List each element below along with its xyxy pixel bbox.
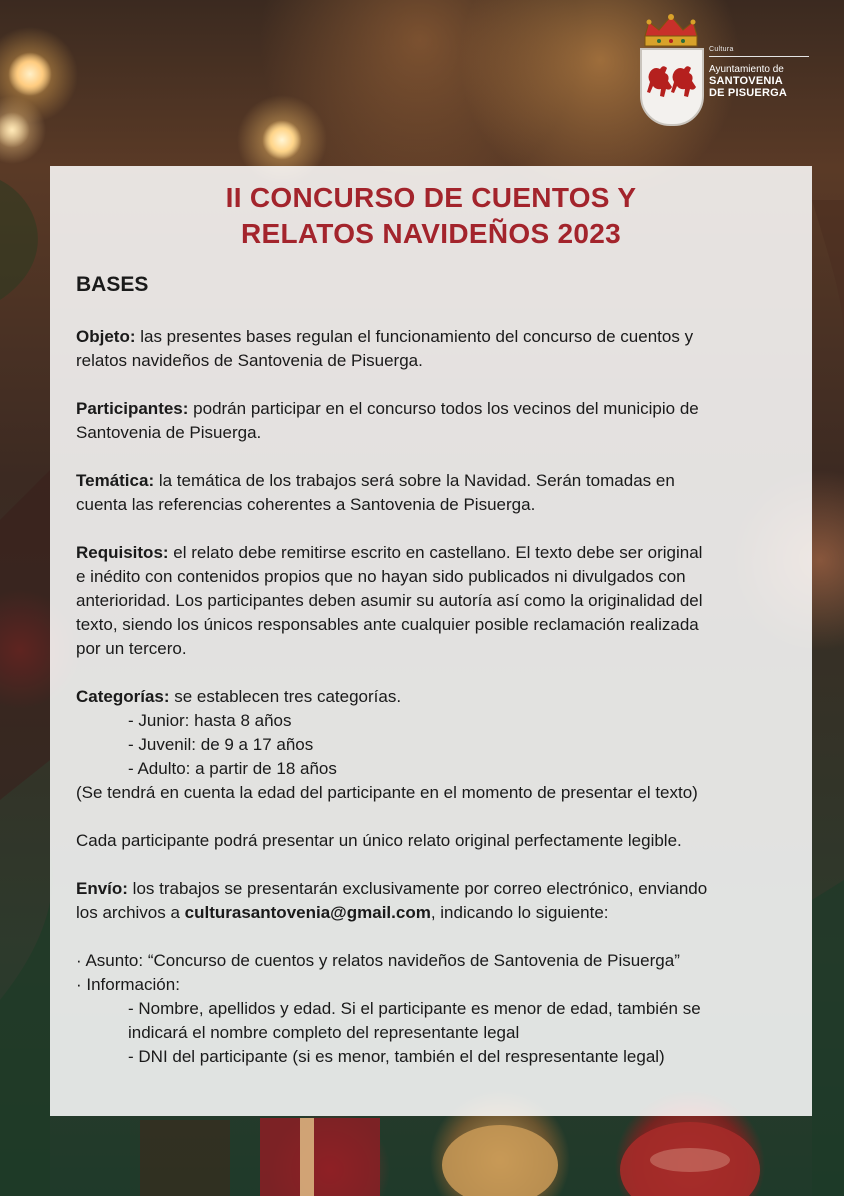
rule-tematica [76, 469, 786, 517]
lion-icon [642, 50, 702, 124]
rule-objeto [76, 325, 786, 373]
rule-text: anterioridad. Los participantes deben asumir su autoría así como la originalidad del [76, 591, 703, 610]
municipal-logo [637, 14, 817, 139]
light-bokeh [8, 52, 52, 96]
rules-panel [50, 166, 812, 1116]
title-line-2: RELATOS NAVIDEÑOS 2023 [240, 218, 622, 249]
rule-unico-relato: Cada participante podrá presentar un único relato original perfectamente legible. [76, 831, 682, 850]
logo-town-line1: SANTOVENIA [709, 75, 783, 87]
info-item: - Nombre, apellidos y edad. Si el participante es menor de edad, también se [128, 999, 701, 1018]
rule-text: Santovenia de Pisuerga. [76, 423, 262, 442]
rule-text: por un tercero. [76, 639, 187, 658]
rule-envio [76, 877, 786, 925]
logo-divider [709, 56, 809, 57]
category-item: - Adulto: a partir de 18 años [128, 759, 337, 778]
rule-text: texto, siendo los únicos responsables ante cualquier posible reclamación realizada [76, 615, 699, 634]
title-line-1: II CONCURSO DE CUENTOS Y [225, 182, 637, 213]
info-item: indicará el nombre completo del representante legal [128, 1023, 520, 1042]
logo-town [709, 75, 787, 99]
section-heading-bases: BASES [76, 273, 149, 296]
rule-requisitos [76, 541, 786, 661]
light-bokeh [262, 120, 302, 160]
rule-text: , indicando lo siguiente: [430, 903, 609, 922]
subject-line: · Asunto: “Concurso de cuentos y relatos navideños de Santovenia de Pisuerga” [76, 951, 680, 970]
category-item: - Juvenil: de 9 a 17 años [128, 735, 314, 754]
information-heading: · Información: [76, 975, 180, 994]
category-note: (Se tendrá en cuenta la edad del participante en el momento de presentar el texto) [76, 783, 698, 802]
rule-text: se establecen tres categorías. [169, 687, 402, 706]
envio-details [76, 949, 786, 1069]
rule-participantes [76, 397, 786, 445]
logo-culture-label: Cultura [709, 46, 734, 53]
rule-label: Categorías: [76, 687, 170, 706]
light-bokeh [0, 112, 30, 148]
rule-text: cuenta las referencias coherentes a Santovenia de Pisuerga. [76, 495, 536, 514]
rule-text: los trabajos se presentarán exclusivamente por correo electrónico, enviando [127, 879, 708, 898]
info-item: - DNI del participante (si es menor, también el del respresentante legal) [128, 1047, 665, 1066]
coat-of-arms-shield [640, 48, 704, 126]
rule-label: Envío: [76, 879, 128, 898]
rule-label: Requisitos: [76, 543, 169, 562]
rule-text: las presentes bases regulan el funcionamiento del concurso de cuentos y [135, 327, 694, 346]
logo-institution: Ayuntamiento de [709, 64, 784, 75]
rule-label: Temática: [76, 471, 155, 490]
rule-text: la temática de los trabajos será sobre la Navidad. Serán tomadas en [154, 471, 675, 490]
rule-label: Objeto: [76, 327, 136, 346]
contact-email[interactable]: culturasantovenia@gmail.com [184, 903, 431, 922]
rule-text: e inédito con contenidos propios que no hayan sido publicados ni divulgados con [76, 567, 686, 586]
crown-icon [639, 14, 703, 50]
category-item: - Junior: hasta 8 años [128, 711, 292, 730]
rule-categorias [76, 685, 786, 805]
rule-label: Participantes: [76, 399, 189, 418]
rule-text: el relato debe remitirse escrito en castellano. El texto debe ser original [168, 543, 703, 562]
page-title [76, 180, 786, 252]
logo-town-line2: DE PISUERGA [709, 87, 787, 99]
rule-text: podrán participar en el concurso todos los vecinos del municipio de [188, 399, 699, 418]
rule-text: los archivos a [76, 903, 185, 922]
rules-body [76, 325, 786, 1069]
rule-text: relatos navideños de Santovenia de Pisuerga. [76, 351, 423, 370]
